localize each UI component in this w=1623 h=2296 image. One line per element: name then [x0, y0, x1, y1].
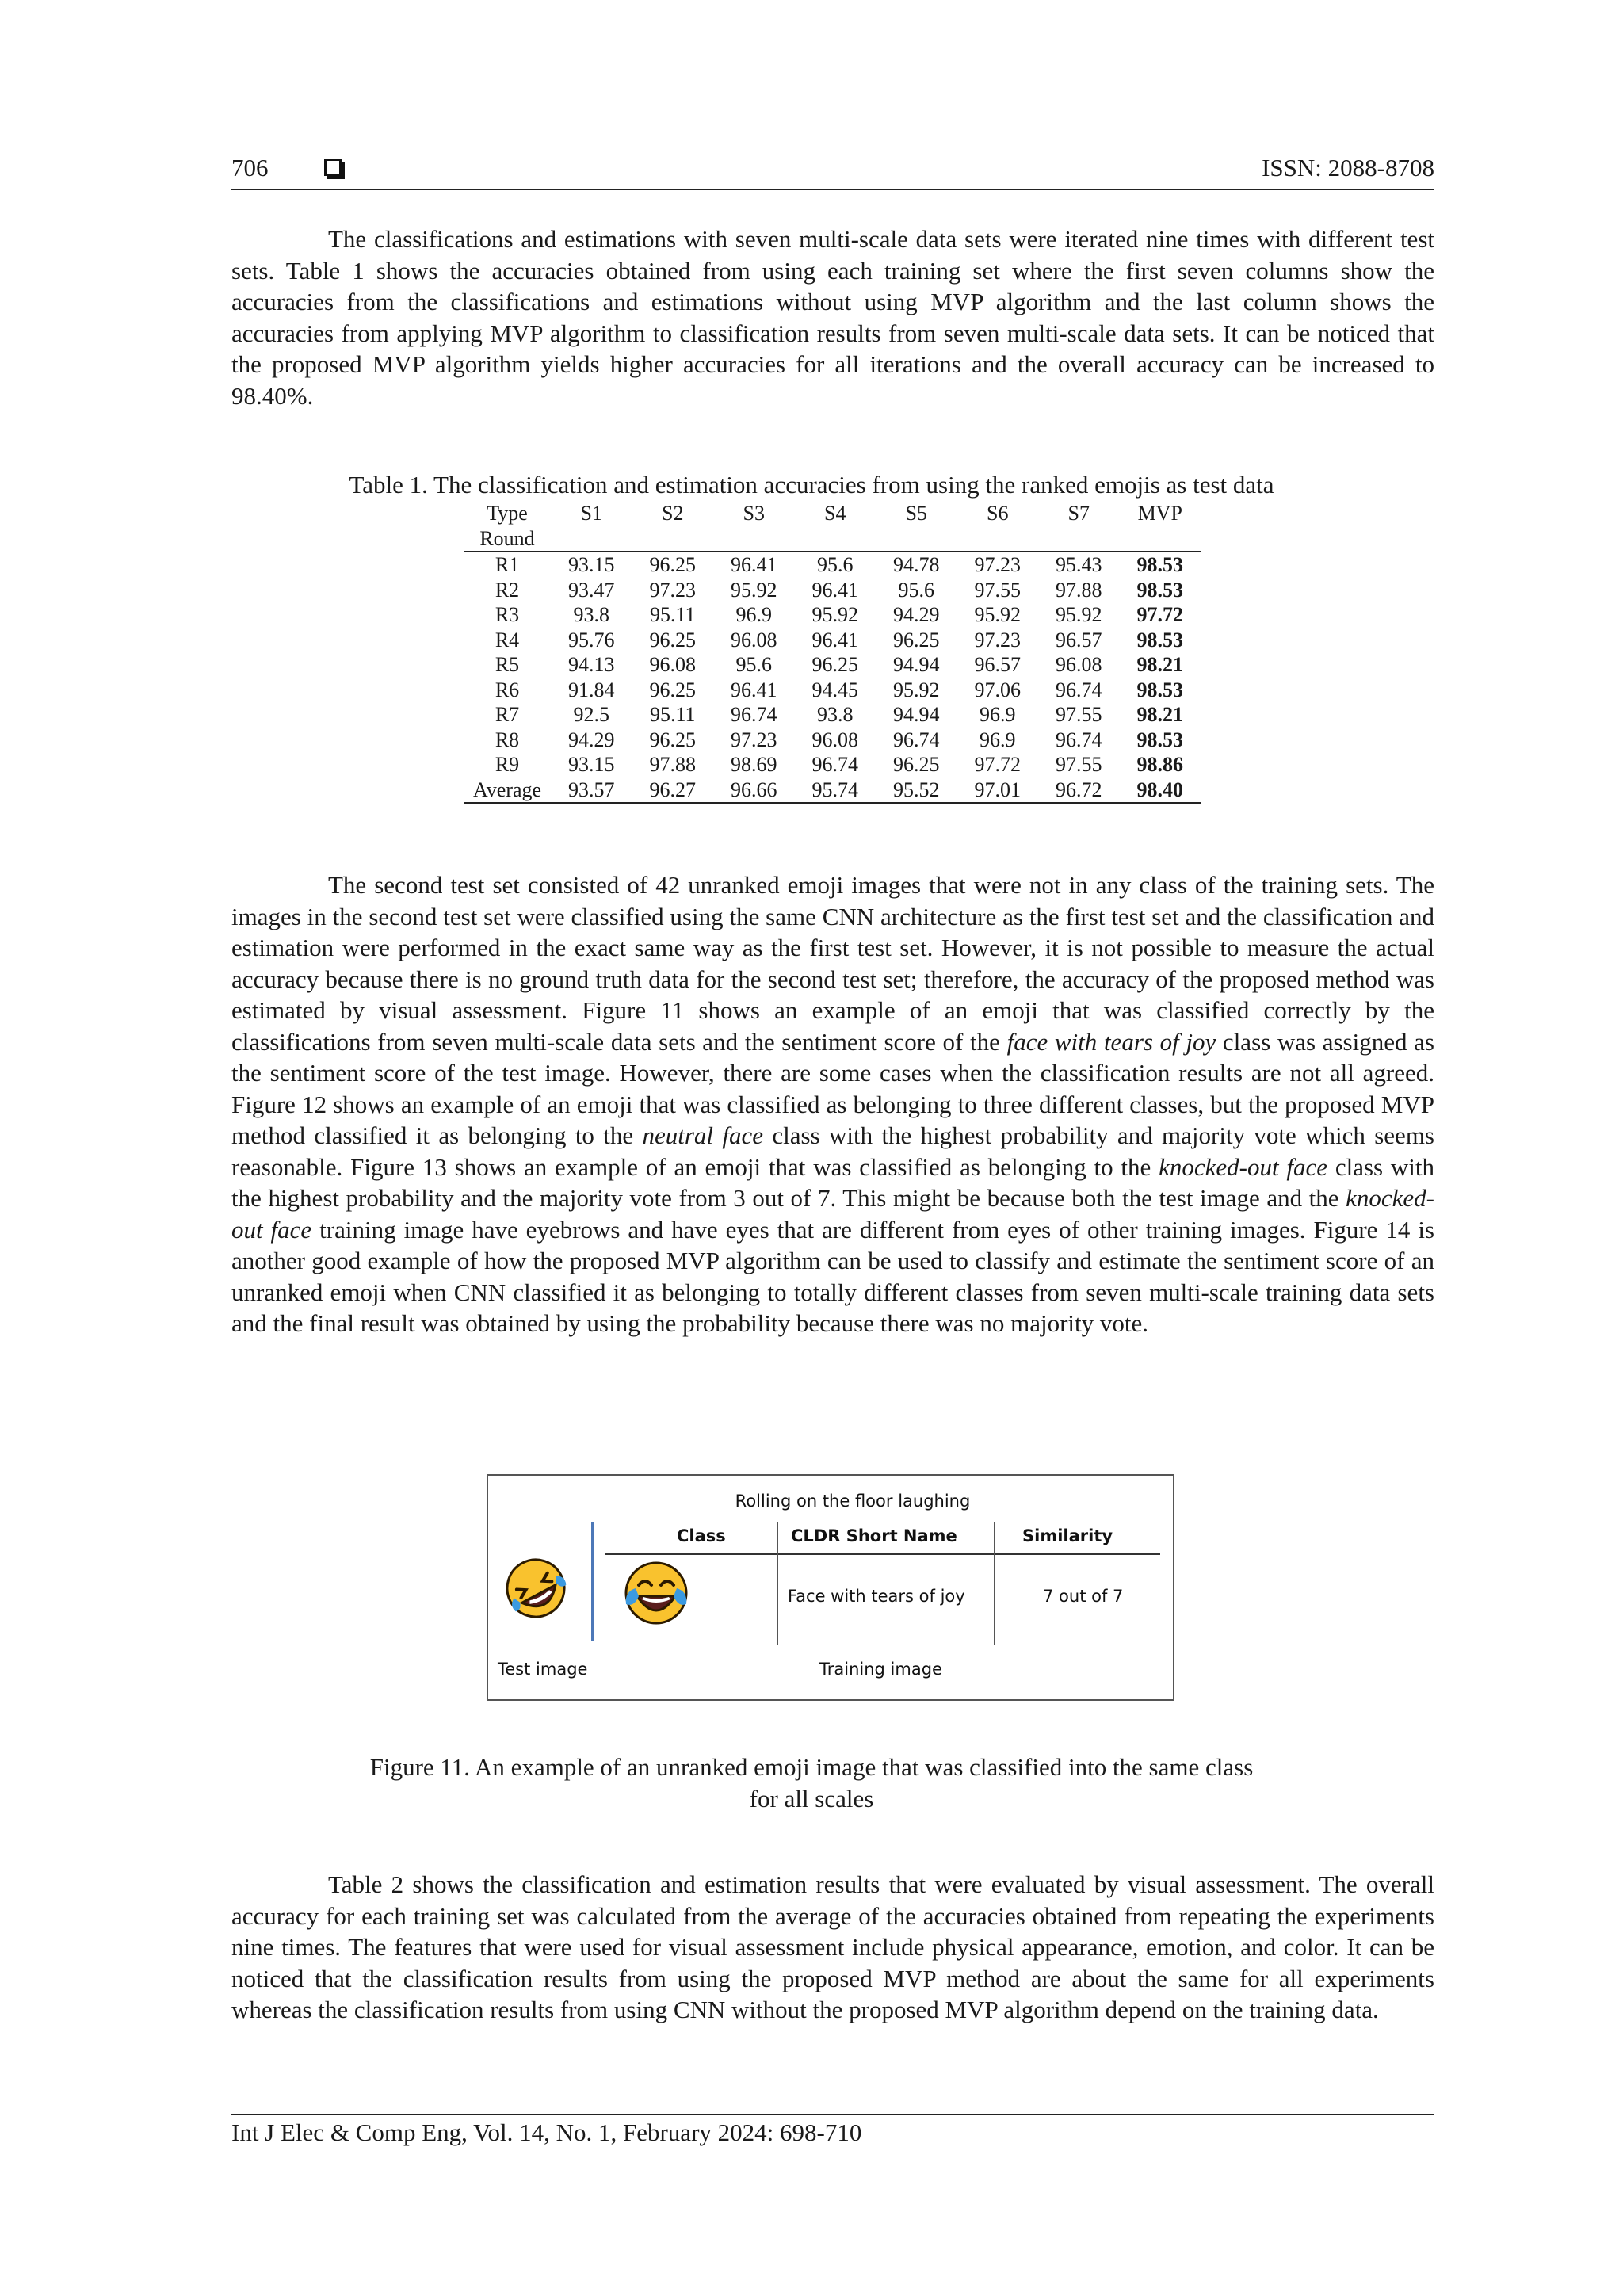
- row-label: Average: [464, 777, 551, 804]
- table-cell: 96.74: [731, 703, 777, 726]
- table-cell: 96.25: [632, 552, 714, 578]
- text-run: class with the highest probability and the majority vote from 3 out of 7. This might be because both the test image and the: [231, 1152, 1434, 1212]
- col-header: S1: [580, 502, 602, 525]
- table-row: [464, 728, 1201, 753]
- table-cell: 93.57: [551, 777, 632, 804]
- table-cell: 96.41: [713, 552, 795, 578]
- table-row: [464, 702, 1201, 728]
- italic-term: knocked-out face: [1159, 1152, 1328, 1181]
- table-row: [464, 652, 1201, 678]
- table-cell: 95.92: [974, 603, 1021, 626]
- table-cell: 96.41: [812, 628, 858, 651]
- table-cell: 94.94: [893, 653, 940, 676]
- table-cell: 96.08: [649, 653, 696, 676]
- paragraph-text: Table 2 shows the classification and estimation results that were evaluated by visual assessment. The overall accuracy for each training set was calculated from the average of the accuracies obtained from repeating the experiments nine times. The features that were used for visual assessment include physical appearance, emotion, and color. It can be noticed that the classification results from using the proposed MVP method are about the same for all experiments whereas the classification results from using CNN without the proposed MVP algorithm depend on the training data.: [231, 1870, 1434, 2023]
- figure-col-rule: [777, 1522, 778, 1645]
- table-cell: 97.55: [974, 578, 1021, 602]
- table-cell: 92.5: [573, 703, 609, 726]
- table-cell: 97.01: [957, 777, 1039, 804]
- row-label: R8: [495, 728, 520, 751]
- table-header-row: [464, 501, 1201, 526]
- table-cell: 94.45: [812, 678, 858, 701]
- col-header: S3: [743, 502, 765, 525]
- table-cell: 95.52: [876, 777, 957, 804]
- table-cell: 95.6: [898, 578, 934, 602]
- mvp-cell: 98.21: [1136, 703, 1183, 726]
- mvp-cell: 98.53: [1120, 552, 1201, 578]
- col-cldr-header: CLDR Short Name: [791, 1526, 957, 1545]
- training-image-label: Training image: [819, 1660, 942, 1679]
- row-label: R3: [495, 603, 520, 626]
- table-cell: 97.72: [974, 753, 1021, 776]
- table-cell: 95.76: [568, 628, 615, 651]
- col-header: MVP: [1137, 502, 1182, 525]
- row-label: R1: [464, 552, 551, 578]
- table-cell: 97.55: [1056, 753, 1102, 776]
- table-cell: 95.92: [731, 578, 777, 602]
- figure-caption-line: Figure 11. An example of an unranked emoji image that was classified into the same class: [369, 1753, 1254, 1781]
- table-cell: 96.74: [1056, 728, 1102, 751]
- col-similarity-header: Similarity: [1022, 1526, 1113, 1545]
- col-header: S5: [905, 502, 927, 525]
- table-cell: 94.13: [568, 653, 615, 676]
- row-label: R9: [495, 753, 520, 776]
- figure-caption-line: for all scales: [749, 1785, 874, 1813]
- square-icon: [324, 159, 342, 176]
- page-header: [231, 154, 1434, 190]
- similarity-value: 7 out of 7: [1043, 1587, 1124, 1606]
- table-cell: 96.74: [812, 753, 858, 776]
- table1-caption: Table 1. The classification and estimation accuracies from using the ranked emojis as test data: [349, 471, 1274, 499]
- row-label: R4: [495, 628, 520, 651]
- figure-col-rule: [994, 1522, 995, 1645]
- col-header: S6: [987, 502, 1009, 525]
- table-cell: 94.29: [568, 728, 615, 751]
- table-row: [464, 602, 1201, 628]
- table-cell: 97.23: [957, 552, 1039, 578]
- table-cell: 94.29: [893, 603, 940, 626]
- table-cell: 96.25: [893, 753, 940, 776]
- table-cell: 96.25: [649, 728, 696, 751]
- corner-round: Round: [479, 526, 535, 550]
- text-run: The second test set consisted of 42 unranked emoji images that were not in any class of the training sets. The images in the second test set were classified using the same CNN architecture as the first test set and the classification and estimation were performed in the exact same way as the first test set. However, it is not possible to measure the actual accuracy because there is no ground truth data for the second test set; therefore, the accuracy of the proposed method was estimated by visual assessment. Figure 11 shows an example of an emoji that was classified correctly by the classifications from seven multi-scale data sets and the sentiment score of the: [231, 871, 1434, 1056]
- figure-11: [487, 1474, 1174, 1701]
- table-header-row-2: [464, 526, 1201, 552]
- table-row: [464, 752, 1201, 777]
- test-image-label: Test image: [498, 1660, 588, 1679]
- table-cell: 96.25: [893, 628, 940, 651]
- table-cell: 95.11: [649, 703, 696, 726]
- table-cell: 96.08: [812, 728, 858, 751]
- mvp-cell: 98.53: [1136, 728, 1183, 751]
- table-cell: 93.8: [817, 703, 854, 726]
- paragraph-text: The classifications and estimations with seven multi-scale data sets were iterated nine times with different test sets. Table 1 shows the accuracies obtained from using each training set where the first seven columns show the accuracies from the classifications and estimations without using MVP algorithm and the last column shows the accuracies from applying MVP algorithm to classification results from seven multi-scale data sets. It can be noticed that the proposed MVP algorithm yields higher accuracies for all iterations and the overall accuracy can be increased to 98.40%.: [231, 225, 1434, 410]
- table-cell: 96.25: [649, 678, 696, 701]
- mvp-cell: 98.40: [1120, 777, 1201, 804]
- mvp-cell: 98.53: [1136, 628, 1183, 651]
- table-cell: 95.43: [1038, 552, 1120, 578]
- figure-11-caption: [0, 1752, 1623, 1815]
- page-footer: Int J Elec & Comp Eng, Vol. 14, No. 1, February 2024: 698-710: [231, 2114, 1434, 2147]
- table-cell: 95.74: [795, 777, 876, 804]
- col-class-header: Class: [677, 1526, 726, 1545]
- table-cell: 95.6: [735, 653, 772, 676]
- table-cell: 91.84: [568, 678, 615, 701]
- table-cell: 97.55: [1056, 703, 1102, 726]
- row-label: R6: [495, 678, 520, 701]
- table-cell: 95.6: [795, 552, 876, 578]
- italic-term: face with tears of joy: [1006, 1027, 1216, 1056]
- table-cell: 94.78: [876, 552, 957, 578]
- table-row: [464, 628, 1201, 653]
- table-cell: 95.11: [649, 603, 696, 626]
- table-cell: 97.23: [974, 628, 1021, 651]
- table-cell: 96.66: [713, 777, 795, 804]
- table-cell: 95.92: [812, 603, 858, 626]
- table-cell: 96.08: [731, 628, 777, 651]
- mvp-cell: 98.86: [1136, 753, 1183, 776]
- table-cell: 96.9: [980, 703, 1016, 726]
- col-header: S4: [824, 502, 846, 525]
- table-cell: 96.25: [812, 653, 858, 676]
- issn: ISSN: 2088-8708: [1262, 154, 1434, 181]
- table-cell: 93.15: [551, 552, 632, 578]
- table-cell: 98.69: [731, 753, 777, 776]
- table-cell: 96.57: [974, 653, 1021, 676]
- cldr-value: Face with tears of joy: [788, 1587, 965, 1606]
- table-cell: 94.94: [893, 703, 940, 726]
- table-cell: 97.23: [649, 578, 696, 602]
- table-cell: 96.41: [812, 578, 858, 602]
- table-cell: 97.88: [649, 753, 696, 776]
- col-header: S2: [662, 502, 684, 525]
- col-header: S7: [1067, 502, 1090, 525]
- italic-term: neutral face: [642, 1121, 764, 1149]
- table-row: [464, 777, 1201, 804]
- table-cell: 96.27: [632, 777, 714, 804]
- mvp-cell: 98.53: [1136, 578, 1183, 602]
- table-cell: 97.06: [974, 678, 1021, 701]
- table-cell: 97.23: [731, 728, 777, 751]
- table-cell: 95.92: [893, 678, 940, 701]
- corner-type: Type: [487, 502, 528, 525]
- italic-term: knocked-out face: [231, 1184, 1434, 1244]
- table-cell: 96.74: [893, 728, 940, 751]
- table-row: [464, 578, 1201, 603]
- table-row: [464, 678, 1201, 703]
- mvp-cell: 98.21: [1136, 653, 1183, 676]
- figure-divider: [591, 1522, 594, 1641]
- text-run: class with the highest probability and majority vote which seems reasonable. Figure 13 shows an example of an emoji that was classified as belonging to the: [231, 1121, 1434, 1181]
- table-cell: 96.9: [735, 603, 772, 626]
- table-cell: 93.8: [573, 603, 609, 626]
- table-cell: 95.92: [1056, 603, 1102, 626]
- mvp-cell: 97.72: [1136, 603, 1183, 626]
- table-cell: 93.47: [568, 578, 615, 602]
- page-number: 706: [231, 154, 269, 181]
- figure-title: Rolling on the floor laughing: [735, 1492, 971, 1511]
- paragraph-intro-table1: [231, 223, 1434, 411]
- face-with-tears-of-joy-emoji-icon: [621, 1558, 691, 1628]
- table-cell: 96.9: [980, 728, 1016, 751]
- figure-header-rule: [605, 1553, 1160, 1555]
- table-row: [464, 552, 1201, 578]
- table1: [464, 501, 1201, 804]
- table-cell: 93.15: [568, 753, 615, 776]
- table-cell: 96.41: [731, 678, 777, 701]
- text-run: class was assigned as the sentiment score of the test image. However, there are some cases when the classification results are not all agreed. Figure 12 shows an example of an emoji that was classified as belonging to three different classes, but the proposed MVP method classified it as belonging to the: [231, 1027, 1434, 1149]
- row-label: R5: [495, 653, 520, 676]
- table-cell: 96.74: [1056, 678, 1102, 701]
- table-cell: 96.08: [1056, 653, 1102, 676]
- text-run: training image have eyebrows and have eyes that are different from eyes of other training images. Figure 14 is another good example of how the proposed MVP algorithm can be used to classify and estimate the sentiment score of an unranked emoji when CNN classified it as belonging to totally different classes from seven multi-scale training data sets and the final result was obtained by using the probability because there was no majority vote.: [231, 1215, 1434, 1337]
- paragraph-second-test-set: [231, 869, 1434, 1339]
- paragraph-table2: [231, 1869, 1434, 2026]
- row-label: R7: [495, 703, 520, 726]
- table-cell: 96.57: [1056, 628, 1102, 651]
- mvp-cell: 98.53: [1136, 678, 1183, 701]
- table-cell: 96.25: [649, 628, 696, 651]
- table-cell: 97.88: [1056, 578, 1102, 602]
- table-cell: 96.72: [1038, 777, 1120, 804]
- rolling-on-floor-laughing-emoji-icon: [502, 1555, 569, 1622]
- row-label: R2: [495, 578, 520, 602]
